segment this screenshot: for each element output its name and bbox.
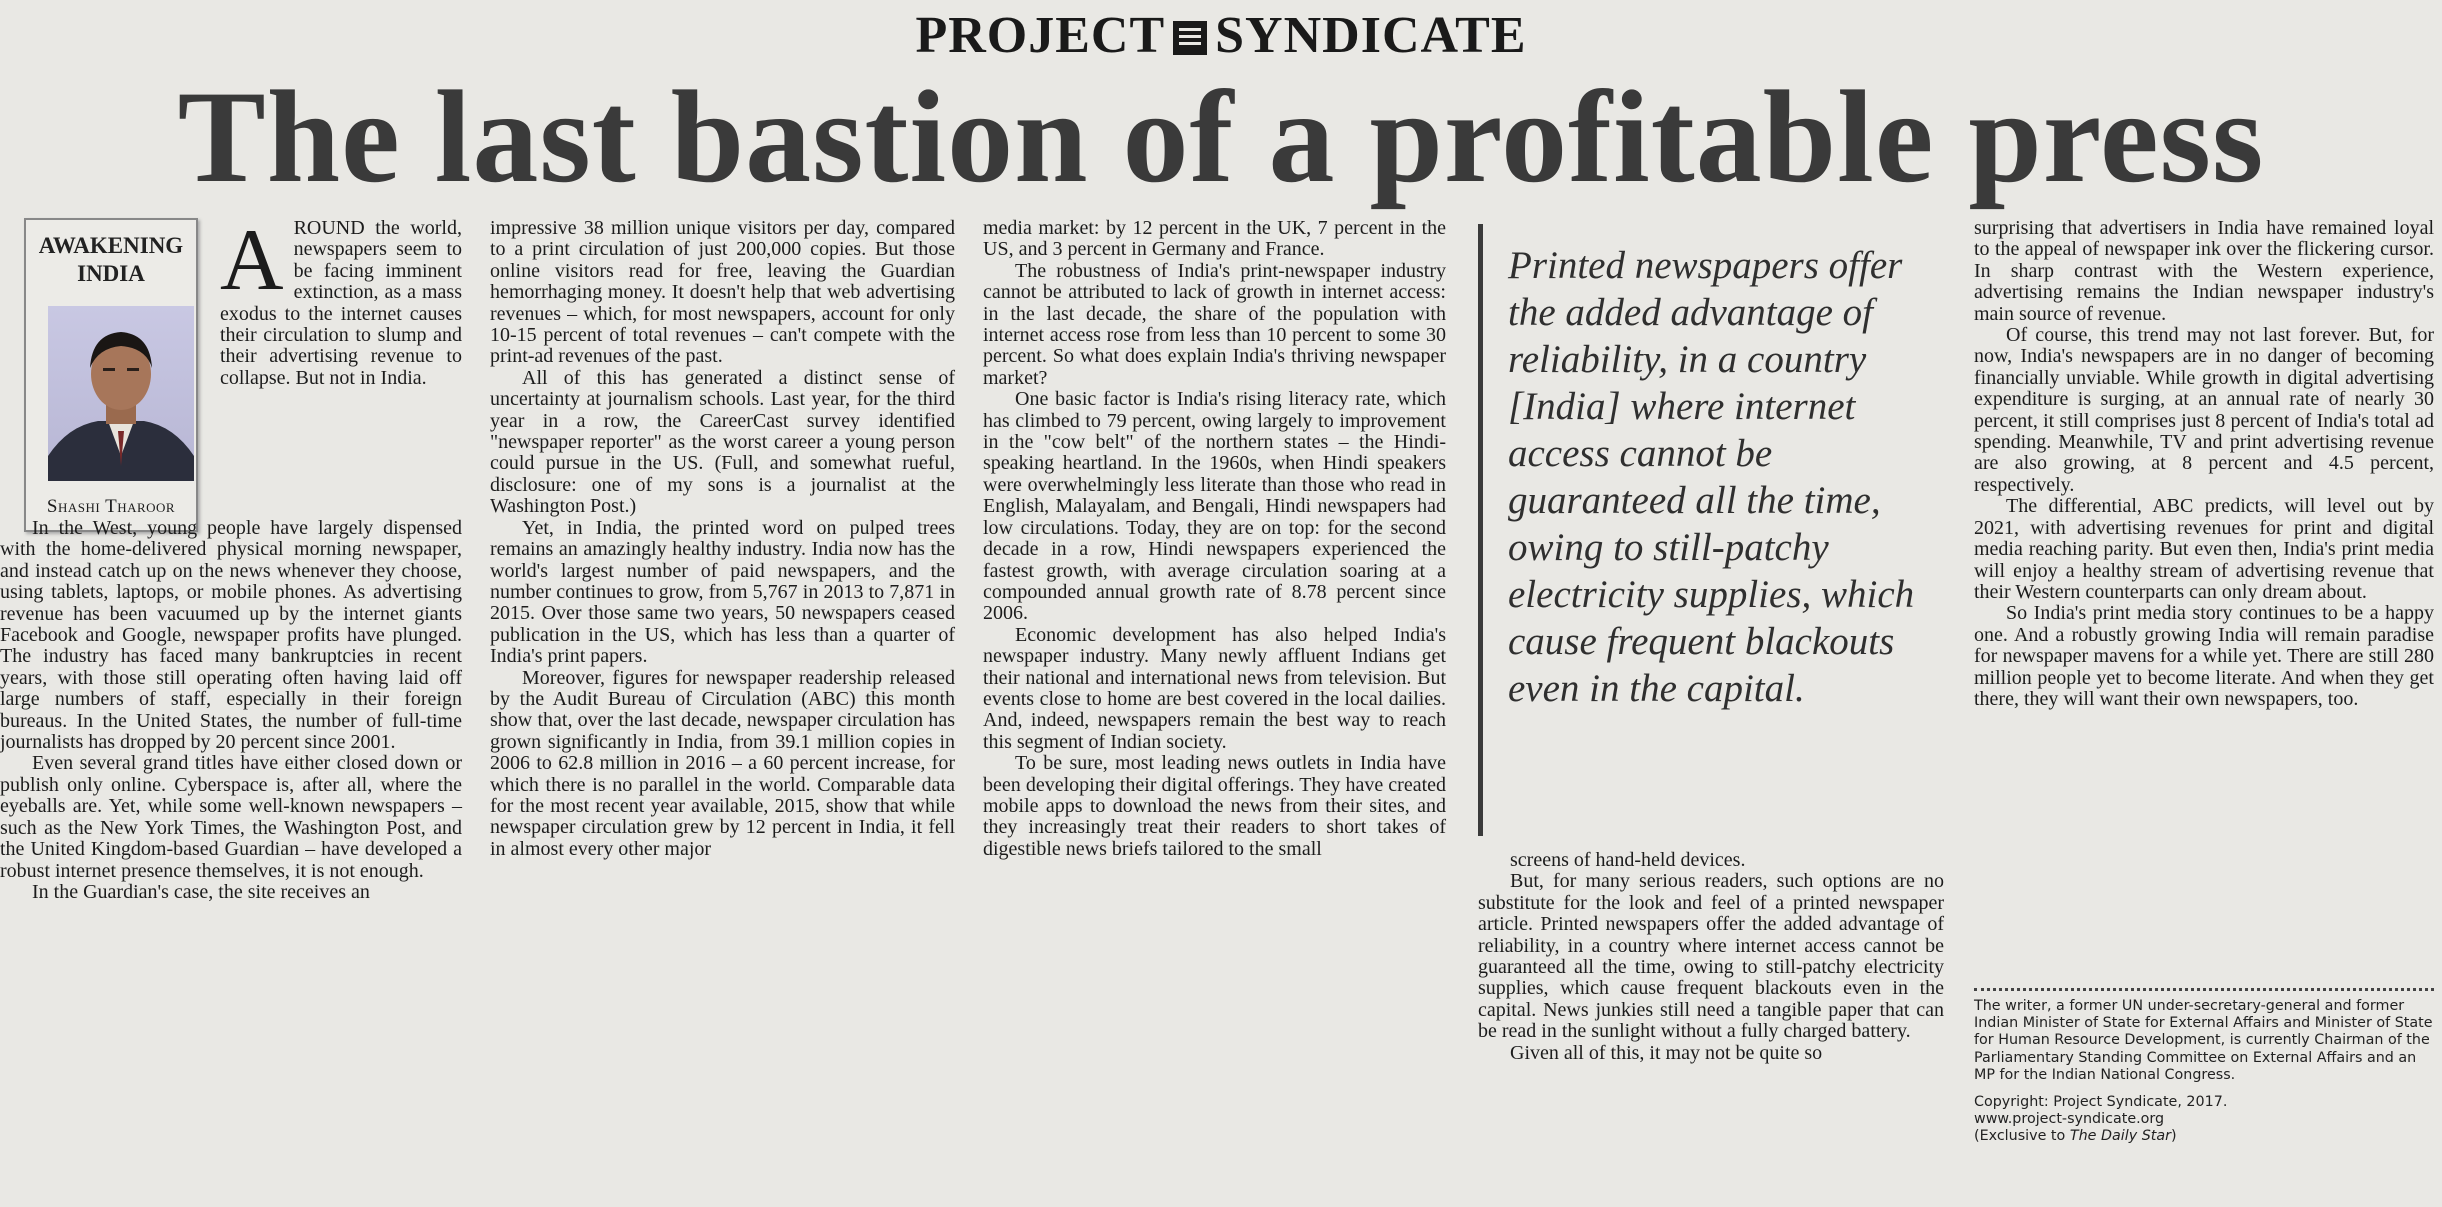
paragraph (220, 212, 462, 389)
kicker (26, 232, 196, 288)
bio-text: The writer, a former UN under-secretary-general and former Indian Minister of State for External Affairs and Minister of State for Human Resource Development, is currently Chairman of the Parliamentary Standing Committee on External Affairs and an MP for the Indian National Congress. (1974, 998, 2433, 1083)
masthead (0, 6, 2442, 65)
paragraph: screens of hand-held devices. (1510, 849, 1746, 871)
column-5 (1974, 218, 2434, 710)
masthead-project: PROJECT (915, 7, 1166, 64)
paragraph: surprising that advertisers in India have remained loyal to the appeal of newspaper ink over the flickering cursor. In sharp contrast with the Western experience, advertising remains the Indian newspaper industry's main source of revenue. (1974, 217, 2434, 325)
source-url: www.project-syndicate.org (1974, 1111, 2165, 1128)
paragraph: Economic development has also helped India's newspaper industry. Many newly affluent Indians get their national and international news from television. But events close to home are best covered in the local dailies. And, indeed, newspapers remain the best way to reach this segment of Indian society. (983, 623, 1446, 753)
paragraph: impressive 38 million unique visitors per day, compared to a print circulation of just 200,000 copies. But those online visitors read for free, leaving the Guardian hemorrhaging money. It doesn't help that web advertising revenues – which, for most newspapers, account for only 10-15 percent of total revenues – can't compete with the print-ad revenues of the past. (490, 217, 955, 368)
paragraph: So India's print media story continues to be a happy one. And a robustly growing India will remain paradise for newspaper mavens for a while yet. There are still 280 million people yet to become literate. And when they get there, they will want their own newspapers, too. (1974, 602, 2434, 710)
paragraph: Given all of this, it may not be quite so (1510, 1041, 1823, 1064)
paragraph: media market: by 12 percent in the UK, 7 percent in the US, and 3 percent in Germany and France. (983, 217, 1446, 261)
author-portrait-icon (48, 306, 194, 481)
pull-quote: Printed newspapers offer the added advantage of reliability, in a country [India] where internet access cannot be guaranteed all the time, owing to still-patchy electricity supplies, which cause frequent blackouts even in the capital. (1508, 244, 1915, 710)
column-1 (220, 212, 462, 389)
kicker-line1: AWAKENING (38, 233, 184, 258)
paragraph: In the Guardian's case, the site receives an (32, 880, 370, 903)
author-bio (1974, 998, 2434, 1146)
paragraph: The differential, ABC predicts, will level out by 2021, with advertising revenues for print and digital media reaching parity. But even then, India's print media will enjoy a healthy stream of advertising revenue that their Western counterparts can only dream about. (1974, 495, 2434, 603)
syndicate-logo-icon (1173, 21, 1207, 55)
column-1-lower (0, 518, 462, 903)
headline: The last bastion of a profitable press (177, 63, 2265, 210)
paragraph: Yet, in India, the printed word on pulped trees remains an amazingly healthy industry. India now has the world's largest number of paid newspapers, and the number continues to grow, from 5,767 in 2013 to 7,871 in 2015. Over those same two years, 50 newspapers ceased publication in the US, which has less than a quarter of India's print papers. (490, 516, 955, 668)
masthead-syndicate: SYNDICATE (1215, 7, 1527, 64)
exclusive-suffix: ) (2171, 1128, 2177, 1145)
kicker-line2: INDIA (77, 261, 145, 286)
exclusive-prefix: (Exclusive to (1974, 1128, 2066, 1145)
paragraph: To be sure, most leading news outlets in India have been developing their digital offerings. They have created mobile apps to download the news from their sites, and they increasingly treat their readers to short takes of digestible news briefs tailored to the small (983, 752, 1446, 860)
pullquote-rule (1478, 224, 1483, 836)
paragraph: Even several grand titles have either closed down or publish only online. Cyberspace is, after all, where the eyeballs are. Yet, while some well-known newspapers – such as the New York Times, the Washington Post, and the United Kingdom-based Guardian – have developed a robust internet presence themselves, it is not enough. (0, 752, 462, 882)
paragraph-text: ROUND the world, newspapers seem to be facing imminent extinction, as a mass exodus to the internet causes their circulation to slump and their advertising revenue to collapse. But not in India. (220, 217, 462, 389)
publication-name: The Daily Star (2069, 1128, 2172, 1145)
paragraph: Of course, this trend may not last forever. But, for now, India's newspapers are in no danger of becoming financially unviable. While growth in digital advertising expenditure is surging, at an annual rate of nearly 30 percent, it still comprises just 8 percent of India's total ad spending. Meanwhile, TV and print advertising revenue are also growing, at 8 percent and 4.5 percent, respectively. (1974, 324, 2434, 496)
paragraph: In the West, young people have largely dispensed with the home-delivered physical morning newspaper, and instead catch up on the news whenever they choose, using tablets, laptops, or mobile phones. As advertising revenue has been vacuumed up by the internet giants Facebook and Google, newspaper profits have plunged. The industry has faced many bankruptcies in recent years, with those still operating often having laid off large numbers of staff, especially in their foreign bureaus. In the United States, the number of full-time journalists has dropped by 20 percent since 2001. (0, 517, 462, 754)
column-2 (490, 218, 955, 860)
paragraph: One basic factor is India's rising literacy rate, which has climbed to 79 percent, owing largely to improvement in the "cow belt" of the northern states – the Hindi-speaking heartland. In the 1960s, when Hindi speakers were overwhelmingly less literate than those who read in English, Malayalam, and Bengali, Hindi newspapers had low circulations. Today, they are on top: for the second decade in a row, Hindi newspapers experienced the fastest growth, with average circulation soaring at a compounded annual growth rate of 8.78 percent since 2006. (983, 388, 1446, 625)
paragraph: But, for many serious readers, such options are no substitute for the look and feel of a printed newspaper article. Printed newspapers offer the added advantage of reliability, in a country where internet access cannot be guaranteed all the time, owing to still-patchy electricity supplies, which cause frequent blackouts even in the capital. News junkies still need a tangible paper that can be read in the sunlight without a fully charged battery. (1478, 870, 1944, 1043)
paragraph: All of this has generated a distinct sense of uncertainty at journalism schools. Last year, for the third year in a row, the CareerCast survey identified "newspaper reporter" as the worst career a young person could pursue in the US. (Full, and somewhat rueful, disclosure: one of my sons is a journalist at the Washington Post.) (490, 366, 955, 518)
drop-cap: A (220, 212, 284, 309)
exclusive-note (1974, 1128, 2434, 1145)
author-photo (48, 306, 194, 481)
paragraph: Moreover, figures for newspaper readership released by the Audit Bureau of Circulation (ABC) this month show that, over the last decade, newspaper circulation has grown significantly in India, from 39.1 million copies in 2006 to 62.8 million in 2016 – a 60 percent increase, for which there is no parallel in the world. Comparable data for the most recent year available, 2015, show that while newspaper circulation grew by 12 percent in India, it fell in almost every other major (490, 666, 955, 860)
copyright: Copyright: Project Syndicate, 2017. (1974, 1094, 2228, 1111)
author-name: Shashi Tharoor (46, 496, 176, 517)
paragraph: The robustness of India's print-newspaper industry cannot be attributed to lack of growth in internet access: in the last decade, the share of the population with internet access rose from less than 10 percent to some 30 percent. So what does explain India's thriving newspaper market? (983, 259, 1446, 389)
column-4 (1478, 850, 1944, 1064)
author-box (24, 218, 198, 532)
bio-divider (1974, 988, 2434, 991)
column-3 (983, 218, 1446, 860)
